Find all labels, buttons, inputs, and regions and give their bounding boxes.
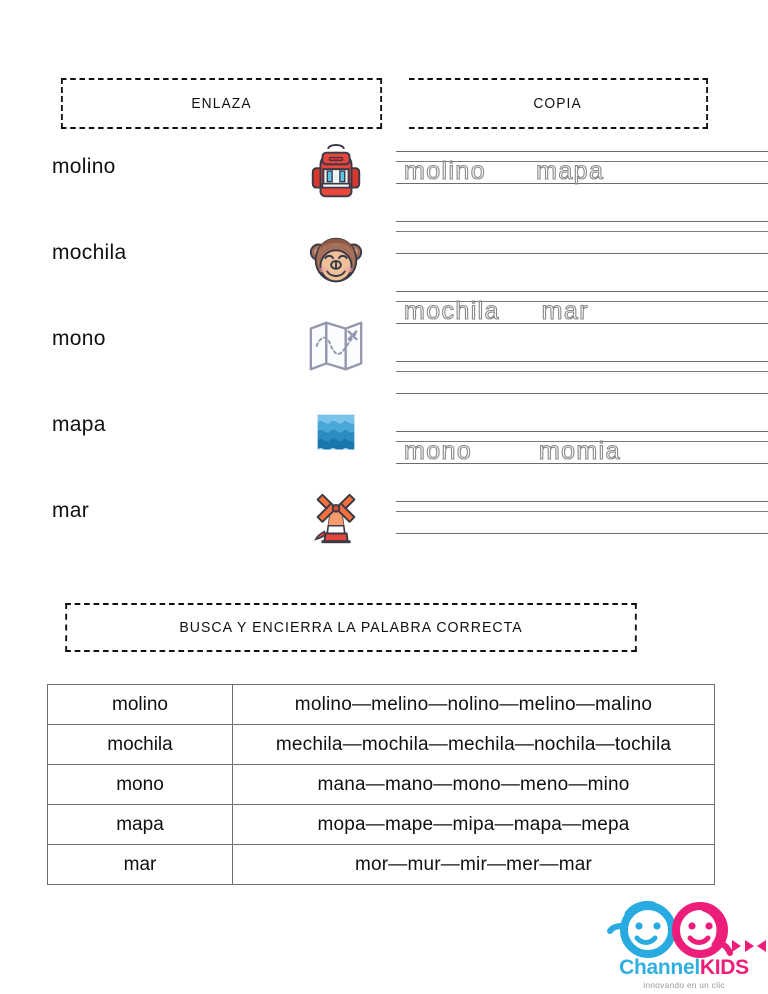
table-cell-options[interactable]: mechila—mochila—mechila—nochila—tochila: [233, 725, 715, 765]
word-item-2[interactable]: mochila: [52, 241, 127, 264]
rule-line-mid: [396, 511, 768, 512]
section-headers: [47, 78, 721, 129]
map-icon[interactable]: [305, 315, 367, 377]
table-cell-word: mochila: [48, 725, 233, 765]
word-item-1[interactable]: molino: [52, 155, 116, 178]
table-cell-word: mono: [48, 765, 233, 805]
rule-line-base: [396, 533, 768, 534]
table-cell-word: molino: [48, 685, 233, 725]
word-choice-table: [47, 684, 715, 885]
sea-waves-icon[interactable]: [305, 401, 367, 463]
monkey-face-icon[interactable]: [305, 229, 367, 291]
channelkids-logo: [600, 900, 768, 994]
rule-line-mid: [396, 371, 768, 372]
logo-wordmark: [600, 956, 768, 980]
busca-title: BUSCA Y ENCIERRA LA PALABRA CORRECTA: [65, 603, 637, 652]
rule-line-mid: [396, 231, 768, 232]
rule-line-top: [396, 151, 768, 152]
rule-line-top: [396, 291, 768, 292]
table-row[interactable]: [48, 845, 715, 885]
trace-word-row-1: molino mapa: [404, 157, 605, 185]
table-cell-options[interactable]: molino—melino—nolino—melino—malino: [233, 685, 715, 725]
table-cell-options[interactable]: mopa—mape—mipa—mapa—mepa: [233, 805, 715, 845]
table-cell-options[interactable]: mor—mur—mir—mer—mar: [233, 845, 715, 885]
logo-faces-icon: [600, 900, 768, 962]
table-cell-word: mapa: [48, 805, 233, 845]
rule-line-top: [396, 431, 768, 432]
table-row[interactable]: [48, 725, 715, 765]
logo-word-kids: KIDS: [699, 956, 749, 979]
rule-line-base: [396, 253, 768, 254]
backpack-icon[interactable]: [305, 143, 367, 205]
logo-word-channel: Channel: [619, 956, 700, 979]
trace-word-row-5: mono momia: [404, 437, 621, 465]
word-item-3[interactable]: mono: [52, 327, 106, 350]
rule-line-base: [396, 393, 768, 394]
rule-line-top: [396, 361, 768, 362]
table-cell-word: mar: [48, 845, 233, 885]
header-enlaza: ENLAZA: [61, 78, 382, 129]
table-cell-options[interactable]: mana—mano—mono—meno—mino: [233, 765, 715, 805]
enlaza-section: [0, 133, 395, 553]
copia-section: [396, 133, 768, 553]
table-row[interactable]: [48, 685, 715, 725]
windmill-icon[interactable]: [305, 487, 367, 549]
table-row[interactable]: [48, 765, 715, 805]
rule-line-top: [396, 221, 768, 222]
table-row[interactable]: [48, 805, 715, 845]
word-item-4[interactable]: mapa: [52, 413, 106, 436]
logo-tagline: innovando en un clic: [643, 980, 725, 990]
word-item-5[interactable]: mar: [52, 499, 90, 522]
rule-line-top: [396, 501, 768, 502]
trace-word-row-3: mochila mar: [404, 297, 589, 325]
header-copia: COPIA: [409, 78, 708, 129]
